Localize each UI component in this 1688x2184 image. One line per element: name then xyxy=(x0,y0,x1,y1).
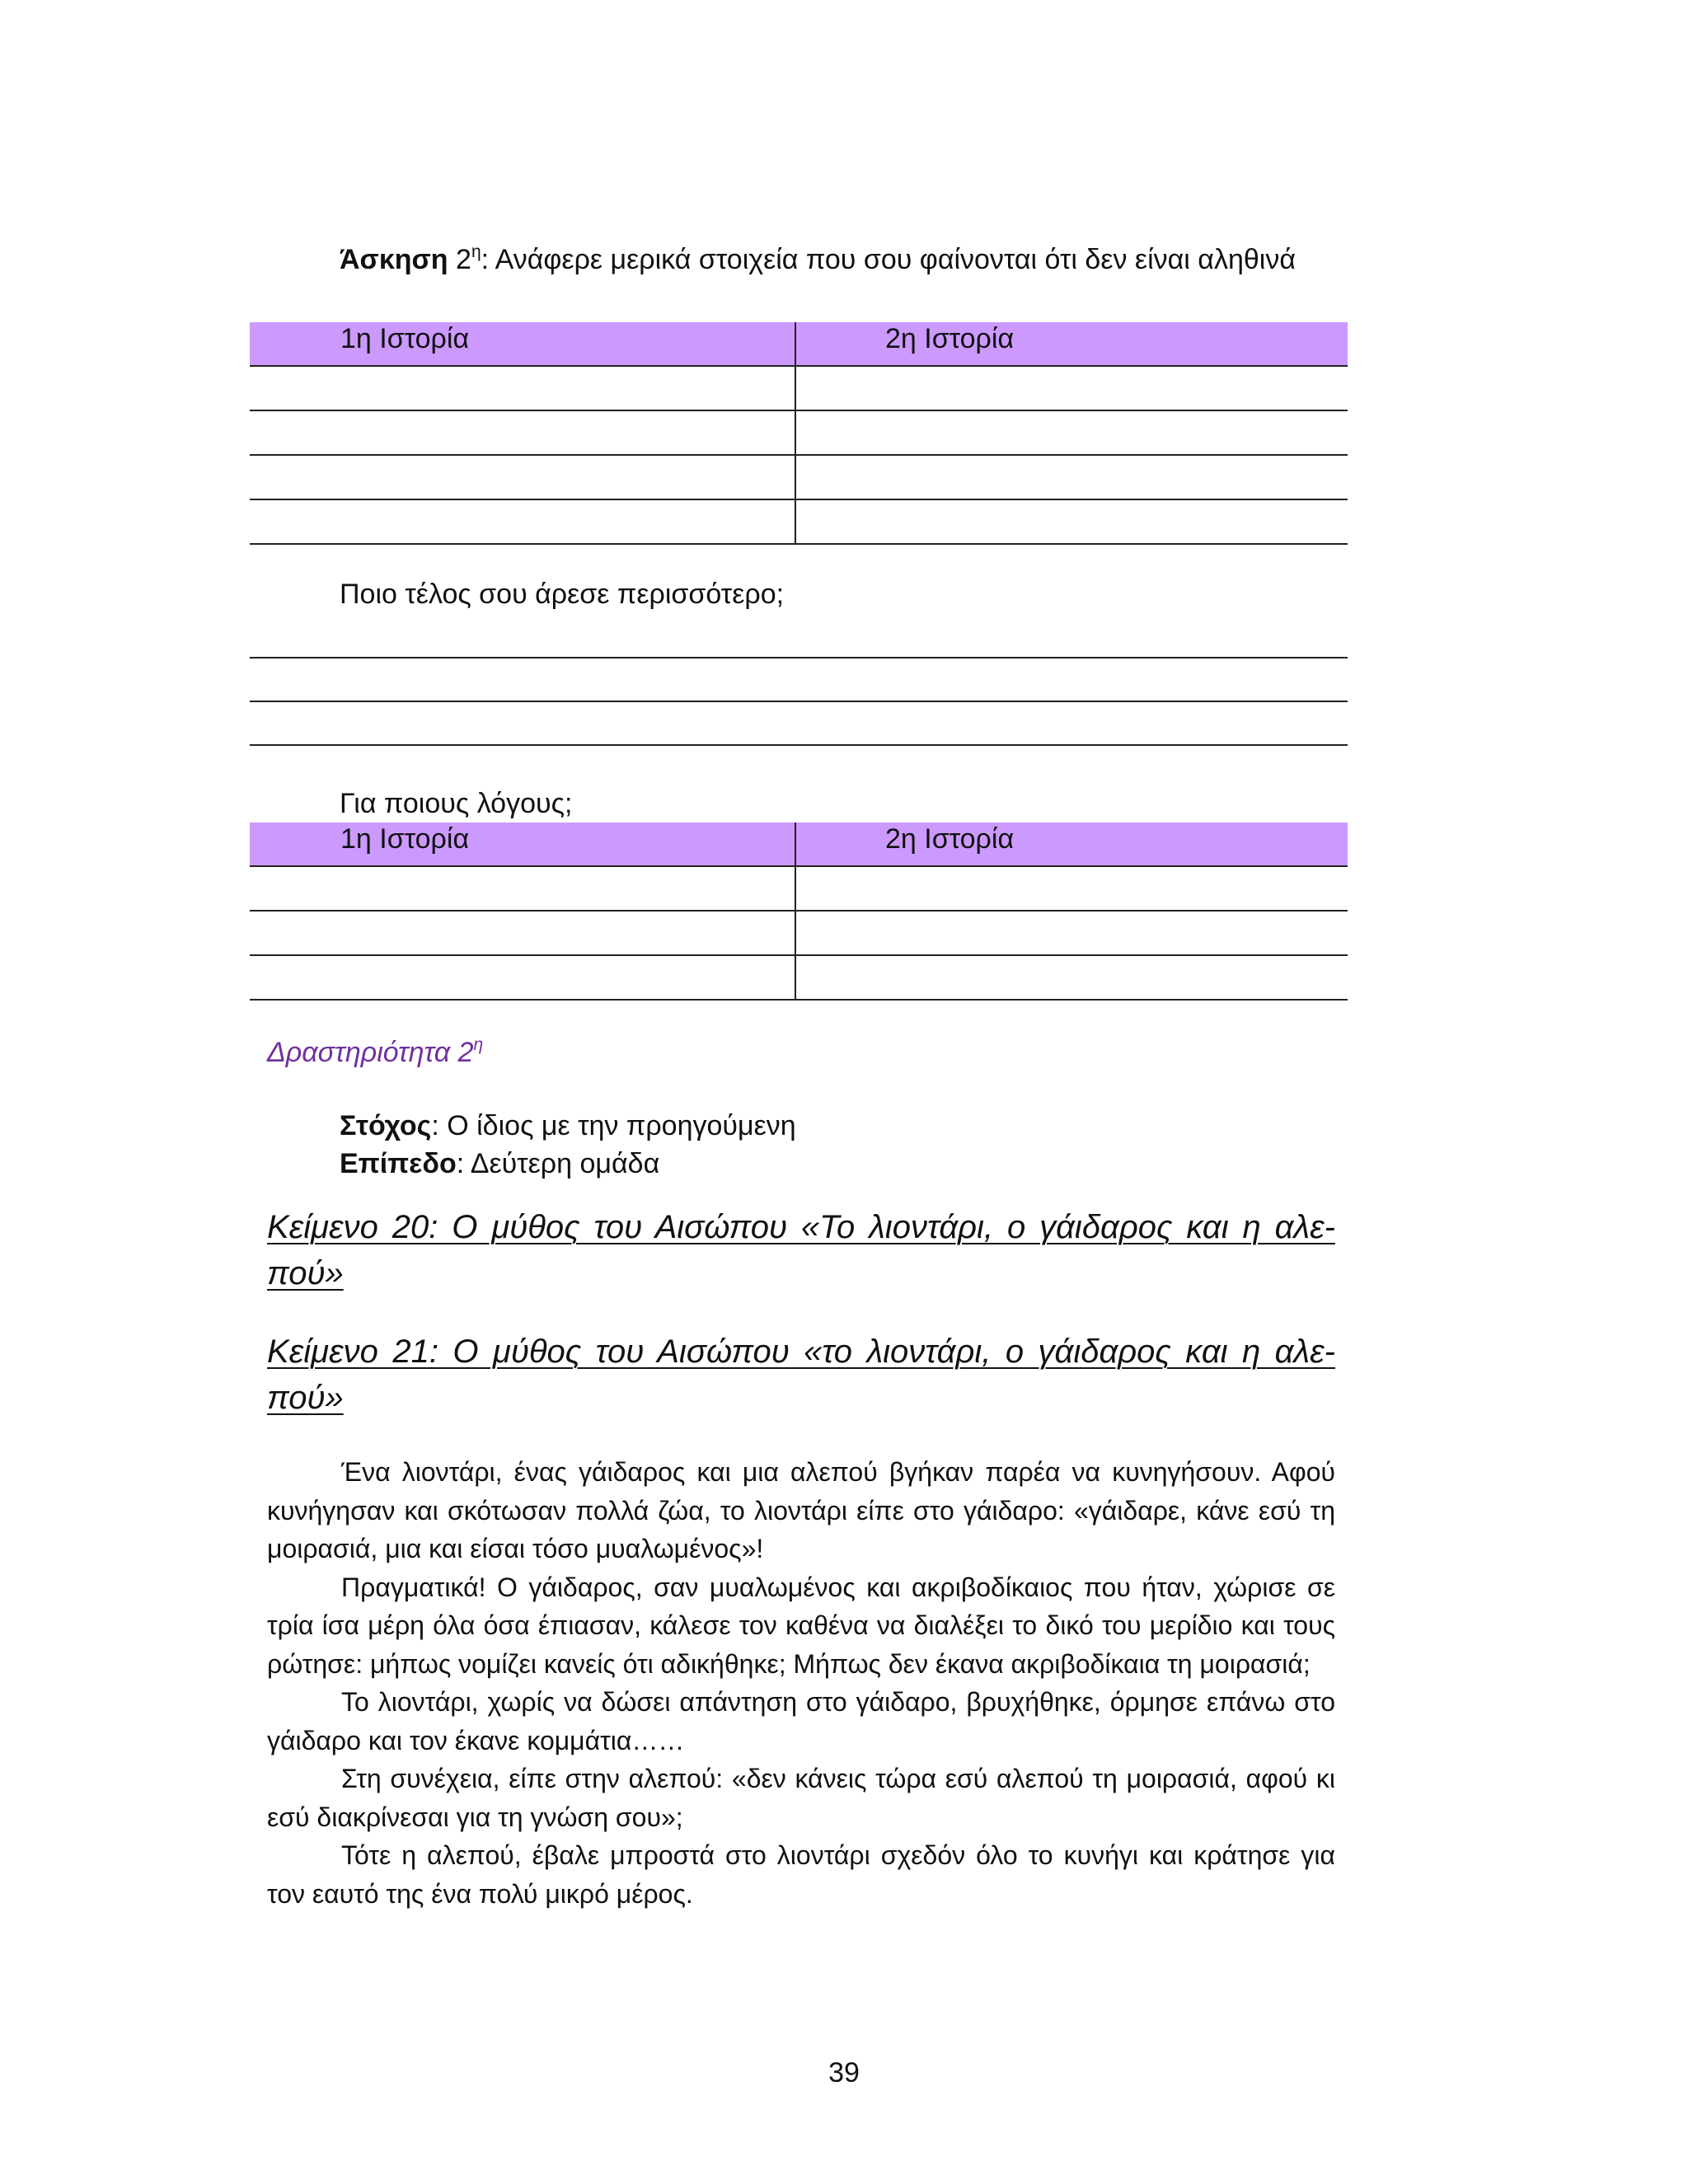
table-cell[interactable] xyxy=(250,866,795,911)
story-paragraph: Πραγματικά! Ο γάιδαρος, σαν μυαλωμένος και ακριβοδίκαιος που ήταν, χώρισε σε τρία ίσα μέρη όλα όσα έπιασαν, κάλεσε τον καθένα να διαλέξει το δικό του μερίδιο και τους ρώτησε: μήπως νομίζει κανείς ότι αδικήθηκε; Μήπως δεν έκανα ακριβοδίκαια τη μοιρασιά; xyxy=(267,1572,1335,1679)
table-row[interactable] xyxy=(250,866,1348,911)
story-body xyxy=(267,1453,1335,1913)
table-header-cell: 2η Ιστορία xyxy=(795,322,1348,366)
goal-line xyxy=(340,1110,796,1142)
table-row[interactable] xyxy=(250,455,1348,499)
question-favorite-ending: Ποιο τέλος σου άρεσε περισσότερο; xyxy=(340,579,785,610)
exercise-prompt-text: : Ανάφερε μερικά στοιχεία που σου φαίνονται ότι δεν είναι αληθινά xyxy=(481,244,1296,275)
table-header-row xyxy=(250,823,1348,866)
table-cell[interactable] xyxy=(250,366,795,410)
table-cell[interactable] xyxy=(250,455,795,499)
table-cell[interactable] xyxy=(795,955,1348,1000)
table-header-row xyxy=(250,322,1348,366)
table-row[interactable] xyxy=(250,911,1348,955)
table-cell[interactable] xyxy=(795,455,1348,499)
table-header-cell: 1η Ιστορία xyxy=(250,322,795,366)
table-cell[interactable] xyxy=(250,410,795,455)
text-heading-21: Κείμενο 21: Ο μύθος του Αισώπου «το λιοντάρι, ο γάιδαρος και η αλε-πού» xyxy=(267,1333,1335,1416)
table-cell[interactable] xyxy=(795,410,1348,455)
activity-label: Δραστηριότητα 2 xyxy=(267,1037,474,1068)
table-row[interactable] xyxy=(250,499,1348,544)
table-row[interactable] xyxy=(250,955,1348,1000)
table-cell[interactable] xyxy=(795,366,1348,410)
stories-table-1 xyxy=(250,322,1348,545)
activity-superscript: η xyxy=(473,1035,484,1054)
level-line xyxy=(340,1148,659,1180)
story-paragraph: Τότε η αλεπού, έβαλε μπροστά στο λιοντάρι σχεδόν όλο το κυνήγι και κράτησε για τον εαυτό της ένα πολύ μικρό μέρος. xyxy=(267,1840,1335,1909)
story-paragraph: Στη συνέχεια, είπε στην αλεπού: «δεν κάνεις τώρα εσύ αλεπού τη μοιρασιά, αφού κι εσύ διακρίνεσαι για τη γνώση σου»; xyxy=(267,1764,1335,1832)
story-paragraph: Το λιοντάρι, χωρίς να δώσει απάντηση στο γάιδαρο, βρυχήθηκε, όρμησε επάνω στο γάιδαρο και τον έκανε κομμάτια…… xyxy=(267,1687,1335,1755)
goal-label: Στόχος xyxy=(340,1110,432,1141)
question-reasons: Για ποιους λόγους; xyxy=(340,788,573,819)
table-cell[interactable] xyxy=(250,499,795,544)
story-paragraph: Ένα λιοντάρι, ένας γάιδαρος και μια αλεπού βγήκαν παρέα να κυνηγήσουν. Αφού κυνήγησαν και σκότωσαν πολλά ζώα, το λιοντάρι είπε στο γάιδαρο: «γάιδαρε, κάνε εσύ τη μοιρασιά, μια και είσαι τόσο μυαλωμένος»! xyxy=(267,1457,1335,1563)
table-cell[interactable] xyxy=(795,499,1348,544)
level-value: : Δεύτερη ομάδα xyxy=(456,1148,660,1179)
exercise-label: Άσκηση xyxy=(340,244,448,275)
exercise-number: 2 xyxy=(456,244,471,275)
table-header-cell: 2η Ιστορία xyxy=(795,823,1348,866)
table-row[interactable] xyxy=(250,410,1348,455)
table-cell[interactable] xyxy=(250,955,795,1000)
table-row[interactable] xyxy=(250,366,1348,410)
goal-value: : Ο ίδιος με την προηγούμενη xyxy=(431,1110,796,1141)
answer-line[interactable] xyxy=(250,657,1348,658)
exercise-prompt xyxy=(340,244,1296,276)
table-cell[interactable] xyxy=(795,866,1348,911)
table-cell[interactable] xyxy=(250,911,795,955)
table-cell[interactable] xyxy=(795,911,1348,955)
page-number: 39 xyxy=(828,2057,860,2088)
answer-line[interactable] xyxy=(250,701,1348,702)
stories-table-2 xyxy=(250,823,1348,1001)
text-heading-20: Κείμενο 20: Ο μύθος του Αισώπου «Το λιοντάρι, ο γάιδαρος και η αλε-πού» xyxy=(267,1209,1335,1291)
exercise-superscript: η xyxy=(471,242,481,261)
answer-line[interactable] xyxy=(250,744,1348,746)
activity-title xyxy=(267,1037,483,1069)
level-label: Επίπεδο xyxy=(340,1148,457,1179)
table-header-cell: 1η Ιστορία xyxy=(250,823,795,866)
